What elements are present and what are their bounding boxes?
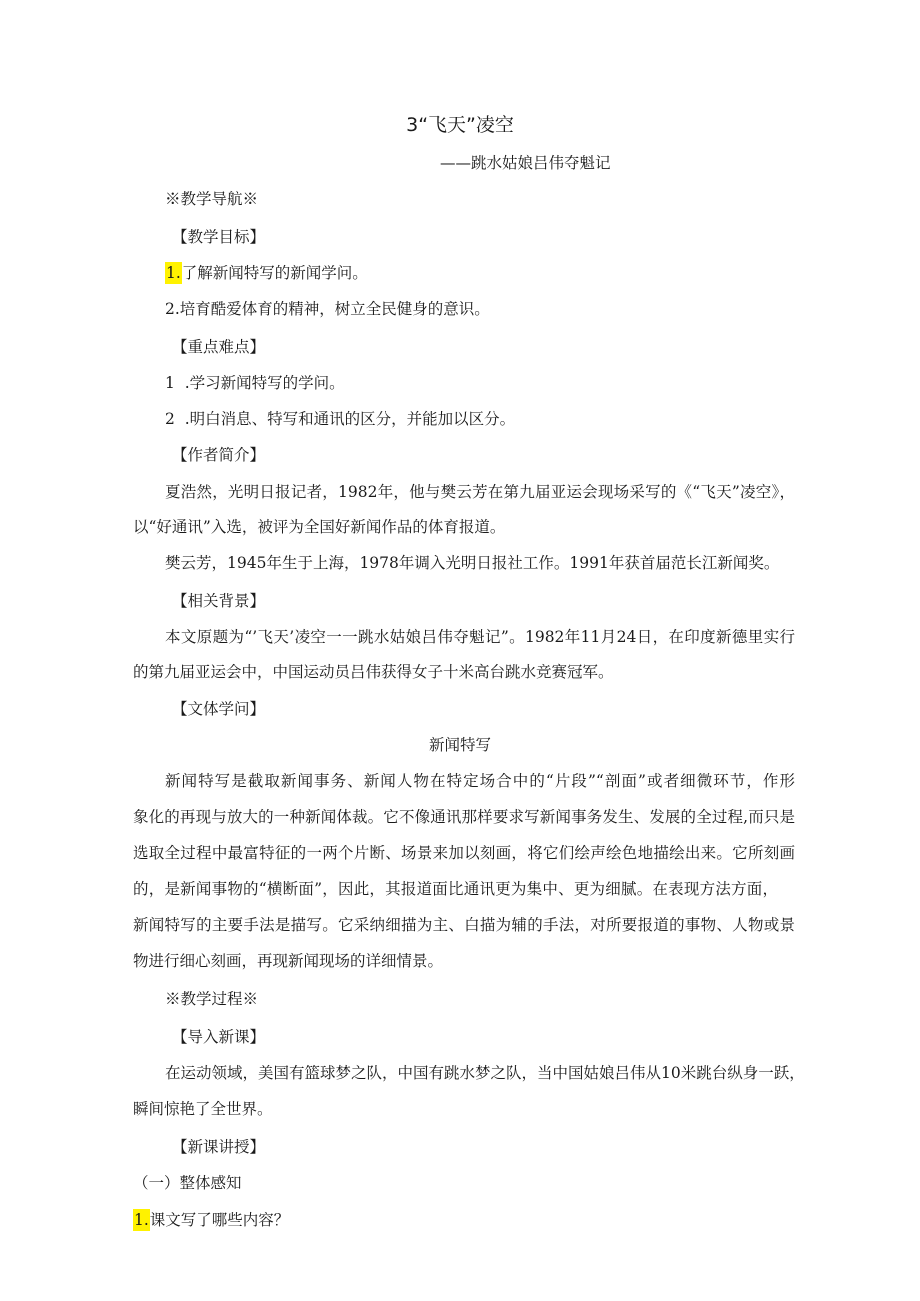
highlighted-number: 1. xyxy=(134,1211,149,1229)
teaching-nav-header: ※教学导航※ xyxy=(165,190,259,208)
lecture-heading: 【新课讲授】 xyxy=(172,1138,266,1156)
intro-line-2: 瞬间惊艳了全世界。 xyxy=(133,1100,273,1118)
highlighted-number: 1. xyxy=(166,264,181,282)
background-line-1: 本文原题为“’飞天’凌空一一跳水姑娘吕伟夺魁记”。1982年11月24日，在印度新德里实行 xyxy=(165,628,795,646)
author-paragraph-1-line-1: 夏浩然，光明日报记者，1982年，他与樊云芳在第九届亚运会现场采写的《“飞天”凌空》， xyxy=(165,483,795,501)
author-heading: 【作者简介】 xyxy=(172,446,266,464)
objective-item-1 xyxy=(165,262,368,284)
teaching-process-header: ※教学过程※ xyxy=(165,990,259,1008)
genre-subheading: 新闻特写 xyxy=(428,736,491,754)
background-line-2: 的第九届亚运会中，中国运动员吕伟获得女子十米高台跳水竞赛冠军。 xyxy=(133,663,614,681)
genre-line-3: 选取全过程中最富特征的一两个片断、场景来加以刻画，将它们绘声绘色地描绘出来。它所刻画 xyxy=(133,844,795,862)
genre-line-5: 新闻特写的主要手法是描写。它采纳细描为主、白描为辅的手法，对所要报道的事物、人物或景 xyxy=(133,916,795,934)
genre-line-6: 物进行细心刻画，再现新闻现场的详细情景。 xyxy=(133,952,444,970)
intro-line-1: 在运动领域，美国有篮球梦之队，中国有跳水梦之队，当中国姑娘吕伟从10米跳台纵身一跃， xyxy=(165,1064,805,1082)
question-1-text: 课文写了哪些内容？ xyxy=(149,1211,290,1229)
key-point-item-2: 2 .明白消息、特写和通讯的区分，并能加以区分。 xyxy=(165,410,516,428)
genre-line-1: 新闻特写是截取新闻事务、新闻人物在特定场合中的“片段”“剖面”或者细微环节，作形 xyxy=(165,772,795,790)
genre-line-4: 的，是新闻事物的“横断面”，因此，其报道面比通讯更为集中、更为细腻。在表现方法方面， xyxy=(133,880,778,898)
intro-heading: 【导入新课】 xyxy=(172,1028,266,1046)
genre-heading: 【文体学问】 xyxy=(172,700,266,718)
page-title: 3“飞天”凌空 xyxy=(406,114,514,136)
objectives-heading: 【教学目标】 xyxy=(172,228,266,246)
author-paragraph-2: 樊云芳，1945年生于上海，1978年调入光明日报社工作。1991年获首届范长江新闻奖。 xyxy=(165,554,780,572)
author-paragraph-1-line-2: 以“好通讯”入选，被评为全国好新闻作品的体育报道。 xyxy=(133,518,506,536)
key-points-heading: 【重点难点】 xyxy=(172,338,266,356)
page-subtitle: ——跳水姑娘吕伟夺魁记 xyxy=(440,154,611,172)
objective-item-1-text: 了解新闻特写的新闻学问。 xyxy=(181,264,368,282)
background-heading: 【相关背景】 xyxy=(172,592,266,610)
key-point-item-1: 1 .学习新闻特写的学问。 xyxy=(165,374,345,392)
lecture-section-title: （一）整体感知 xyxy=(133,1174,242,1192)
genre-line-2: 象化的再现与放大的一种新闻体裁。它不像通讯那样要求写新闻事务发生、发展的全过程,而只是 xyxy=(133,808,795,826)
question-1 xyxy=(133,1209,289,1231)
objective-item-2: 2.培育酷爱体育的精神，树立全民健身的意识。 xyxy=(165,300,490,318)
